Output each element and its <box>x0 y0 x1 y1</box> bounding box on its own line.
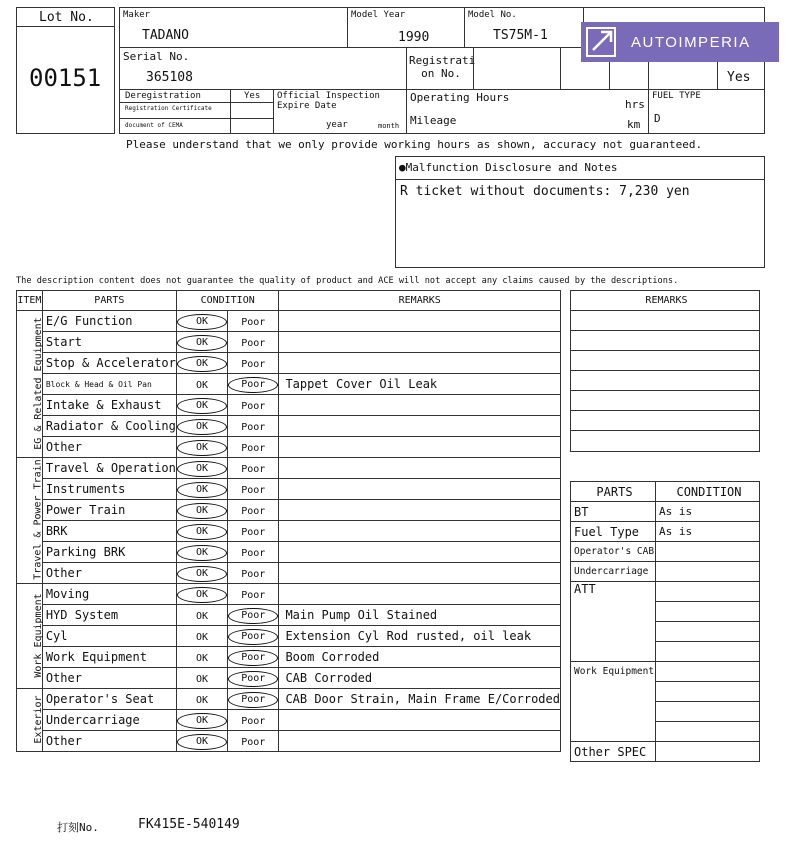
part-name: Parking BRK <box>42 542 176 563</box>
poor-option: Poor <box>241 548 266 559</box>
serial-cell <box>119 47 407 90</box>
serial-value: 365108 <box>146 70 193 85</box>
part-name: Work Equipment <box>42 647 176 668</box>
autoimperia-logo <box>581 22 779 62</box>
ok-option: OK <box>195 611 209 622</box>
we-cond <box>655 662 759 682</box>
remark-cell: CAB Door Strain, Main Frame E/Corroded <box>279 689 561 710</box>
poor-option: Poor <box>241 401 266 412</box>
right-parts-header: PARTS <box>571 482 656 502</box>
poor-cell <box>228 416 279 437</box>
right-part-condition: As is <box>655 502 759 522</box>
group-label-cell <box>17 311 43 458</box>
ok-option: OK <box>195 632 209 643</box>
remark-cell: CAB Corroded <box>279 668 561 689</box>
table-row <box>17 521 561 542</box>
right-remarks-table <box>570 290 760 452</box>
poor-selected-mark: Poor <box>228 629 278 645</box>
part-name: Stop & Accelerator <box>42 353 176 374</box>
ok-cell <box>176 332 227 353</box>
remark-cell <box>279 332 561 353</box>
ok-cell <box>176 437 227 458</box>
stamp-value: FK415E-540149 <box>138 817 240 832</box>
expire-label: Expire Date <box>277 101 337 111</box>
serial-label: Serial No. <box>123 50 190 63</box>
group-label: Travel & Power Train <box>32 459 44 580</box>
att-cond <box>655 622 759 642</box>
table-row <box>17 395 561 416</box>
poor-selected-mark: Poor <box>228 671 278 687</box>
ok-cell <box>176 542 227 563</box>
ok-cell <box>176 374 227 395</box>
model-no-label: Model No. <box>468 10 517 20</box>
model-no-value: TS75M-1 <box>493 28 548 43</box>
ok-option: OK <box>195 674 209 685</box>
reg-cert-label: Registration Certificate <box>125 105 212 112</box>
remark-cell <box>279 710 561 731</box>
right-part-name: Undercarriage <box>571 562 656 582</box>
hours-label: Operating Hours <box>410 91 510 104</box>
poor-cell <box>228 689 279 710</box>
poor-selected-mark: Poor <box>228 692 278 708</box>
remark-cell <box>279 353 561 374</box>
part-name: BRK <box>42 521 176 542</box>
ac-value: Yes <box>727 70 751 85</box>
part-name: Instruments <box>42 479 176 500</box>
dereg-value: Yes <box>244 91 261 101</box>
right-part-condition <box>655 542 759 562</box>
ok-cell <box>176 647 227 668</box>
lot-number: 00151 <box>29 64 102 92</box>
ok-selected-mark: OK <box>177 566 227 582</box>
fuel-label: FUEL TYPE <box>652 91 701 101</box>
att-cond <box>655 582 759 602</box>
registration-label: Registrati on No. <box>409 54 476 80</box>
ok-selected-mark: OK <box>177 419 227 435</box>
right-condition-header: CONDITION <box>655 482 759 502</box>
disclaimer: The description content does not guarantee the quality of product and ACE will not accept any claims caused by the descriptions. <box>16 276 679 286</box>
part-name: Radiator & Cooling <box>42 416 176 437</box>
ok-cell <box>176 605 227 626</box>
ok-selected-mark: OK <box>177 461 227 477</box>
poor-option: Poor <box>241 590 266 601</box>
poor-option: Poor <box>241 527 266 538</box>
table-row <box>17 332 561 353</box>
ok-cell <box>176 500 227 521</box>
logo-mark-icon <box>583 22 623 62</box>
remark-cell <box>279 458 561 479</box>
poor-selected-mark: Poor <box>228 650 278 666</box>
we-cond <box>655 722 759 742</box>
remark-cell: Main Pump Oil Stained <box>279 605 561 626</box>
table-row <box>17 584 561 605</box>
remark-cell <box>279 500 561 521</box>
ok-cell <box>176 584 227 605</box>
poor-option: Poor <box>241 443 266 454</box>
ok-selected-mark: OK <box>177 398 227 414</box>
lot-label: Lot No. <box>39 10 94 25</box>
att-cond <box>655 602 759 622</box>
table-row <box>17 416 561 437</box>
poor-cell <box>228 437 279 458</box>
right-part-name: BT <box>571 502 656 522</box>
ok-cell <box>176 479 227 500</box>
ok-selected-mark: OK <box>177 314 227 330</box>
group-label: EG & Related Equipment <box>32 316 44 450</box>
poor-cell <box>228 605 279 626</box>
poor-option: Poor <box>241 485 266 496</box>
month-label: month <box>378 122 400 130</box>
part-name: Moving <box>42 584 176 605</box>
part-name: E/G Function <box>42 311 176 332</box>
table-row <box>17 689 561 710</box>
right-parts-row <box>571 522 760 542</box>
table-row <box>17 311 561 332</box>
group-label: Work Equipment <box>32 592 44 678</box>
poor-cell <box>228 626 279 647</box>
model-no-cell <box>464 7 584 48</box>
registration-cell <box>406 47 474 90</box>
group-label-cell <box>17 584 43 689</box>
model-year-label: Model Year <box>351 10 406 20</box>
poor-cell <box>228 395 279 416</box>
remark-cell <box>279 311 561 332</box>
inspection-cell <box>273 89 407 134</box>
inspection-label: Official Inspection <box>277 91 380 101</box>
part-name: Intake & Exhaust <box>42 395 176 416</box>
right-parts-row <box>571 562 760 582</box>
part-name: Power Train <box>42 500 176 521</box>
remark-cell <box>279 437 561 458</box>
table-row <box>17 605 561 626</box>
dereg-label: Deregistration <box>125 91 201 101</box>
poor-option: Poor <box>241 338 266 349</box>
part-name: Other <box>42 563 176 584</box>
ok-cell <box>176 689 227 710</box>
remark-cell <box>279 584 561 605</box>
ok-selected-mark: OK <box>177 734 227 750</box>
part-name: Other <box>42 668 176 689</box>
remark-cell: Tappet Cover Oil Leak <box>279 374 561 395</box>
table-row <box>17 353 561 374</box>
we-cond <box>655 702 759 722</box>
part-name: Operator's Seat <box>42 689 176 710</box>
other-spec-label: Other SPEC <box>571 742 656 762</box>
table-row <box>17 542 561 563</box>
right-parts-row <box>571 502 760 522</box>
ok-cell <box>176 668 227 689</box>
poor-cell <box>228 332 279 353</box>
att-label: ATT <box>571 582 656 662</box>
cema-label: document of CEMA <box>125 122 183 129</box>
table-row <box>17 563 561 584</box>
hrs-unit: hrs <box>625 98 645 111</box>
ok-selected-mark: OK <box>177 545 227 561</box>
right-part-condition <box>655 562 759 582</box>
part-name: Start <box>42 332 176 353</box>
poor-cell <box>228 311 279 332</box>
poor-option: Poor <box>241 506 266 517</box>
poor-option: Poor <box>241 359 266 370</box>
stamp-label: 打刻No. <box>57 821 99 834</box>
table-row <box>17 626 561 647</box>
att-cond <box>655 642 759 662</box>
remark-cell <box>279 416 561 437</box>
table-row <box>17 374 561 395</box>
poor-cell <box>228 500 279 521</box>
table-row <box>17 710 561 731</box>
poor-cell <box>228 584 279 605</box>
hours-cell <box>406 89 649 134</box>
maker-value: TADANO <box>142 28 189 43</box>
ok-cell <box>176 626 227 647</box>
model-year-value: 1990 <box>398 30 430 45</box>
poor-cell <box>228 542 279 563</box>
group-label-cell <box>17 458 43 584</box>
group-label-cell <box>17 689 43 752</box>
model-year-cell <box>347 7 465 48</box>
poor-cell <box>228 668 279 689</box>
remark-cell <box>279 479 561 500</box>
poor-option: Poor <box>241 464 266 475</box>
poor-selected-mark: Poor <box>228 608 278 624</box>
remark-cell <box>279 563 561 584</box>
poor-cell <box>228 563 279 584</box>
remark-cell <box>279 521 561 542</box>
part-name: Other <box>42 437 176 458</box>
right-parts-table <box>570 481 760 762</box>
working-hours-note: Please understand that we only provide working hours as shown, accuracy not guaranteed. <box>126 138 703 151</box>
ok-selected-mark: OK <box>177 440 227 456</box>
part-name: Other <box>42 731 176 752</box>
malfunction-title: ●Malfunction Disclosure and Notes <box>399 161 618 174</box>
ok-option: OK <box>195 695 209 706</box>
fuel-cell <box>648 89 765 134</box>
ok-selected-mark: OK <box>177 356 227 372</box>
year-label: year <box>326 120 348 130</box>
ok-cell <box>176 416 227 437</box>
ok-option: OK <box>195 653 209 664</box>
table-row <box>17 479 561 500</box>
ok-selected-mark: OK <box>177 335 227 351</box>
right-part-condition: As is <box>655 522 759 542</box>
maker-cell <box>119 7 348 48</box>
ok-cell <box>176 311 227 332</box>
poor-cell <box>228 479 279 500</box>
malfunction-box <box>395 156 765 268</box>
right-parts-row <box>571 542 760 562</box>
part-name: Travel & Operation <box>42 458 176 479</box>
right-part-name: Fuel Type <box>571 522 656 542</box>
ok-cell <box>176 563 227 584</box>
poor-cell <box>228 647 279 668</box>
poor-selected-mark: Poor <box>228 377 278 393</box>
ok-cell <box>176 521 227 542</box>
table-row <box>17 668 561 689</box>
group-label: Exterior <box>32 694 44 744</box>
poor-cell <box>228 374 279 395</box>
table-row <box>17 647 561 668</box>
right-part-name: Operator's CAB <box>571 542 656 562</box>
ok-selected-mark: OK <box>177 482 227 498</box>
right-remarks-row <box>571 391 760 411</box>
remark-cell <box>279 731 561 752</box>
ok-selected-mark: OK <box>177 503 227 519</box>
right-remarks-row <box>571 331 760 351</box>
poor-option: Poor <box>241 317 266 328</box>
poor-option: Poor <box>241 737 266 748</box>
poor-cell <box>228 458 279 479</box>
poor-cell <box>228 731 279 752</box>
right-remarks-row <box>571 351 760 371</box>
item-header: ITEM <box>17 291 43 311</box>
logo-text: AUTOIMPERIA <box>631 33 751 51</box>
poor-cell <box>228 353 279 374</box>
poor-cell <box>228 521 279 542</box>
poor-option: Poor <box>241 716 266 727</box>
part-name: HYD System <box>42 605 176 626</box>
ok-selected-mark: OK <box>177 524 227 540</box>
remark-cell: Boom Corroded <box>279 647 561 668</box>
remark-cell <box>279 542 561 563</box>
ok-cell <box>176 458 227 479</box>
table-row <box>17 458 561 479</box>
table-row <box>17 437 561 458</box>
registration-value-cell <box>473 47 561 90</box>
part-name: Undercarriage <box>42 710 176 731</box>
mileage-label: Mileage <box>410 114 457 127</box>
condition-header: CONDITION <box>176 291 279 311</box>
table-row <box>17 500 561 521</box>
poor-option: Poor <box>241 569 266 580</box>
remark-cell: Extension Cyl Rod rusted, oil leak <box>279 626 561 647</box>
right-remarks-row <box>571 311 760 331</box>
ok-option: OK <box>195 380 209 391</box>
part-name: Cyl <box>42 626 176 647</box>
km-unit: km <box>627 118 641 131</box>
table-row <box>17 731 561 752</box>
right-remarks-row <box>571 371 760 391</box>
ok-cell <box>176 731 227 752</box>
poor-cell <box>228 710 279 731</box>
ok-cell <box>176 353 227 374</box>
poor-option: Poor <box>241 422 266 433</box>
lot-box <box>16 7 115 134</box>
parts-header: PARTS <box>42 291 176 311</box>
remarks-header: REMARKS <box>279 291 561 311</box>
dereg-cell <box>119 89 274 134</box>
other-spec-cond <box>655 742 759 762</box>
work-equipment-label: Work Equipment <box>571 662 656 742</box>
right-remarks-row <box>571 431 760 452</box>
malfunction-text: R ticket without documents: 7,230 yen <box>400 184 690 199</box>
fuel-value: D <box>654 112 661 125</box>
maker-label: Maker <box>123 10 151 20</box>
right-remarks-row <box>571 411 760 431</box>
ok-cell <box>176 710 227 731</box>
ok-selected-mark: OK <box>177 587 227 603</box>
part-name: Block & Head & Oil Pan <box>42 374 176 395</box>
we-cond <box>655 682 759 702</box>
remark-cell <box>279 395 561 416</box>
ok-cell <box>176 395 227 416</box>
right-remarks-header: REMARKS <box>571 291 760 311</box>
ok-selected-mark: OK <box>177 713 227 729</box>
